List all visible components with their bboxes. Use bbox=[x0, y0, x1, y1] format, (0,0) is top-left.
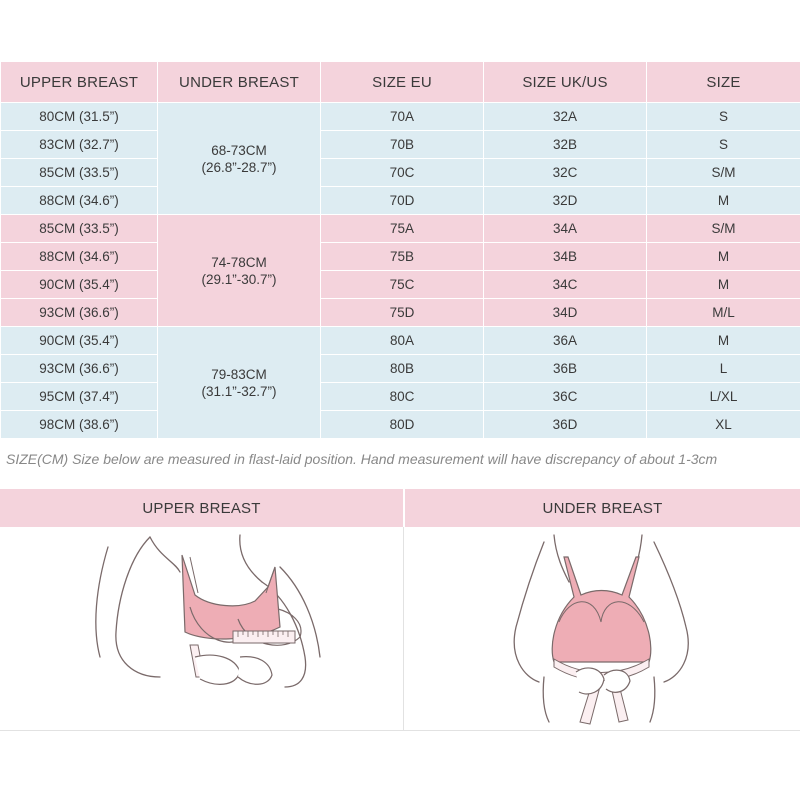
size-eu-cell: 75A bbox=[321, 215, 484, 243]
size-uk-us-cell: 34C bbox=[484, 271, 647, 299]
size-uk-us-cell: 34B bbox=[484, 243, 647, 271]
size-eu-cell: 70D bbox=[321, 187, 484, 215]
upper-breast-cell: 80CM (31.5”) bbox=[1, 103, 158, 131]
under-breast-cm: 68-73CM bbox=[211, 142, 267, 158]
table-row bbox=[1, 131, 800, 159]
upper-breast-cell: 93CM (36.6”) bbox=[1, 299, 158, 327]
table-row bbox=[1, 271, 800, 299]
size-uk-us-cell: 36B bbox=[484, 355, 647, 383]
size-eu-cell: 80B bbox=[321, 355, 484, 383]
size-uk-us-cell: 32D bbox=[484, 187, 647, 215]
under-breast-measuring-illustration bbox=[404, 527, 800, 730]
size-chart-table bbox=[0, 61, 800, 439]
size-eu-cell: 75C bbox=[321, 271, 484, 299]
upper-breast-cell: 88CM (34.6”) bbox=[1, 243, 158, 271]
size-eu-cell: 70C bbox=[321, 159, 484, 187]
table-row bbox=[1, 355, 800, 383]
header-size: SIZE bbox=[647, 62, 800, 103]
size-uk-us-cell: 36D bbox=[484, 411, 647, 439]
size-cell: S/M bbox=[647, 215, 800, 243]
size-eu-cell: 80A bbox=[321, 327, 484, 355]
under-breast-illustration-panel bbox=[404, 527, 800, 730]
under-breast-range-cell bbox=[158, 215, 321, 327]
size-cell: M/L bbox=[647, 299, 800, 327]
size-cell: XL bbox=[647, 411, 800, 439]
under-breast-inches: (29.1”-30.7”) bbox=[201, 271, 277, 287]
table-row bbox=[1, 159, 800, 187]
under-breast-guide-title: UNDER BREAST bbox=[542, 499, 663, 517]
upper-breast-illustration-panel bbox=[0, 527, 404, 730]
size-eu-cell: 75D bbox=[321, 299, 484, 327]
upper-breast-cell: 98CM (38.6”) bbox=[1, 411, 158, 439]
size-uk-us-cell: 34D bbox=[484, 299, 647, 327]
table-row bbox=[1, 215, 800, 243]
table-row bbox=[1, 327, 800, 355]
table-row bbox=[1, 299, 800, 327]
size-cell: S/M bbox=[647, 159, 800, 187]
header-size-eu: SIZE EU bbox=[321, 62, 484, 103]
under-breast-cm: 79-83CM bbox=[211, 366, 267, 382]
table-header-row bbox=[1, 62, 800, 103]
size-cell: M bbox=[647, 243, 800, 271]
table-row bbox=[1, 103, 800, 131]
size-uk-us-cell: 32C bbox=[484, 159, 647, 187]
upper-breast-cell: 88CM (34.6”) bbox=[1, 187, 158, 215]
header-size-uk-us: SIZE UK/US bbox=[484, 62, 647, 103]
size-eu-cell: 70B bbox=[321, 131, 484, 159]
size-eu-cell: 80C bbox=[321, 383, 484, 411]
table-row bbox=[1, 383, 800, 411]
header-under-breast: UNDER BREAST bbox=[158, 62, 321, 103]
upper-breast-cell: 90CM (35.4”) bbox=[1, 327, 158, 355]
under-breast-range-cell bbox=[158, 327, 321, 439]
size-eu-cell: 75B bbox=[321, 243, 484, 271]
size-cell: M bbox=[647, 271, 800, 299]
size-cell: M bbox=[647, 327, 800, 355]
under-breast-range-cell bbox=[158, 103, 321, 215]
bottom-divider bbox=[0, 730, 800, 731]
table-row bbox=[1, 187, 800, 215]
upper-breast-guide-title: UPPER BREAST bbox=[0, 489, 405, 527]
tape-measure-icon bbox=[554, 659, 649, 724]
upper-breast-measuring-illustration bbox=[0, 527, 403, 730]
size-cell: S bbox=[647, 131, 800, 159]
table-row bbox=[1, 411, 800, 439]
size-uk-us-cell: 36C bbox=[484, 383, 647, 411]
size-cell: S bbox=[647, 103, 800, 131]
table-row bbox=[1, 243, 800, 271]
under-breast-inches: (31.1”-32.7”) bbox=[201, 383, 277, 399]
size-cell: L bbox=[647, 355, 800, 383]
size-cell: M bbox=[647, 187, 800, 215]
upper-breast-cell: 90CM (35.4”) bbox=[1, 271, 158, 299]
size-uk-us-cell: 36A bbox=[484, 327, 647, 355]
upper-breast-cell: 85CM (33.5”) bbox=[1, 215, 158, 243]
size-cell: L/XL bbox=[647, 383, 800, 411]
upper-breast-cell: 93CM (36.6”) bbox=[1, 355, 158, 383]
under-breast-cm: 74-78CM bbox=[211, 254, 267, 270]
size-eu-cell: 70A bbox=[321, 103, 484, 131]
size-uk-us-cell: 32B bbox=[484, 131, 647, 159]
size-uk-us-cell: 34A bbox=[484, 215, 647, 243]
size-uk-us-cell: 32A bbox=[484, 103, 647, 131]
size-eu-cell: 80D bbox=[321, 411, 484, 439]
upper-breast-cell: 95CM (37.4”) bbox=[1, 383, 158, 411]
under-breast-inches: (26.8”-28.7”) bbox=[201, 159, 277, 175]
upper-breast-cell: 83CM (32.7”) bbox=[1, 131, 158, 159]
upper-breast-cell: 85CM (33.5”) bbox=[1, 159, 158, 187]
measurement-note: SIZE(CM) Size below are measured in flast-laid position. Hand measurement will have discrepancy of about 1-3cm bbox=[6, 451, 718, 467]
measure-guide-header bbox=[0, 489, 800, 527]
header-upper-breast: UPPER BREAST bbox=[1, 62, 158, 103]
